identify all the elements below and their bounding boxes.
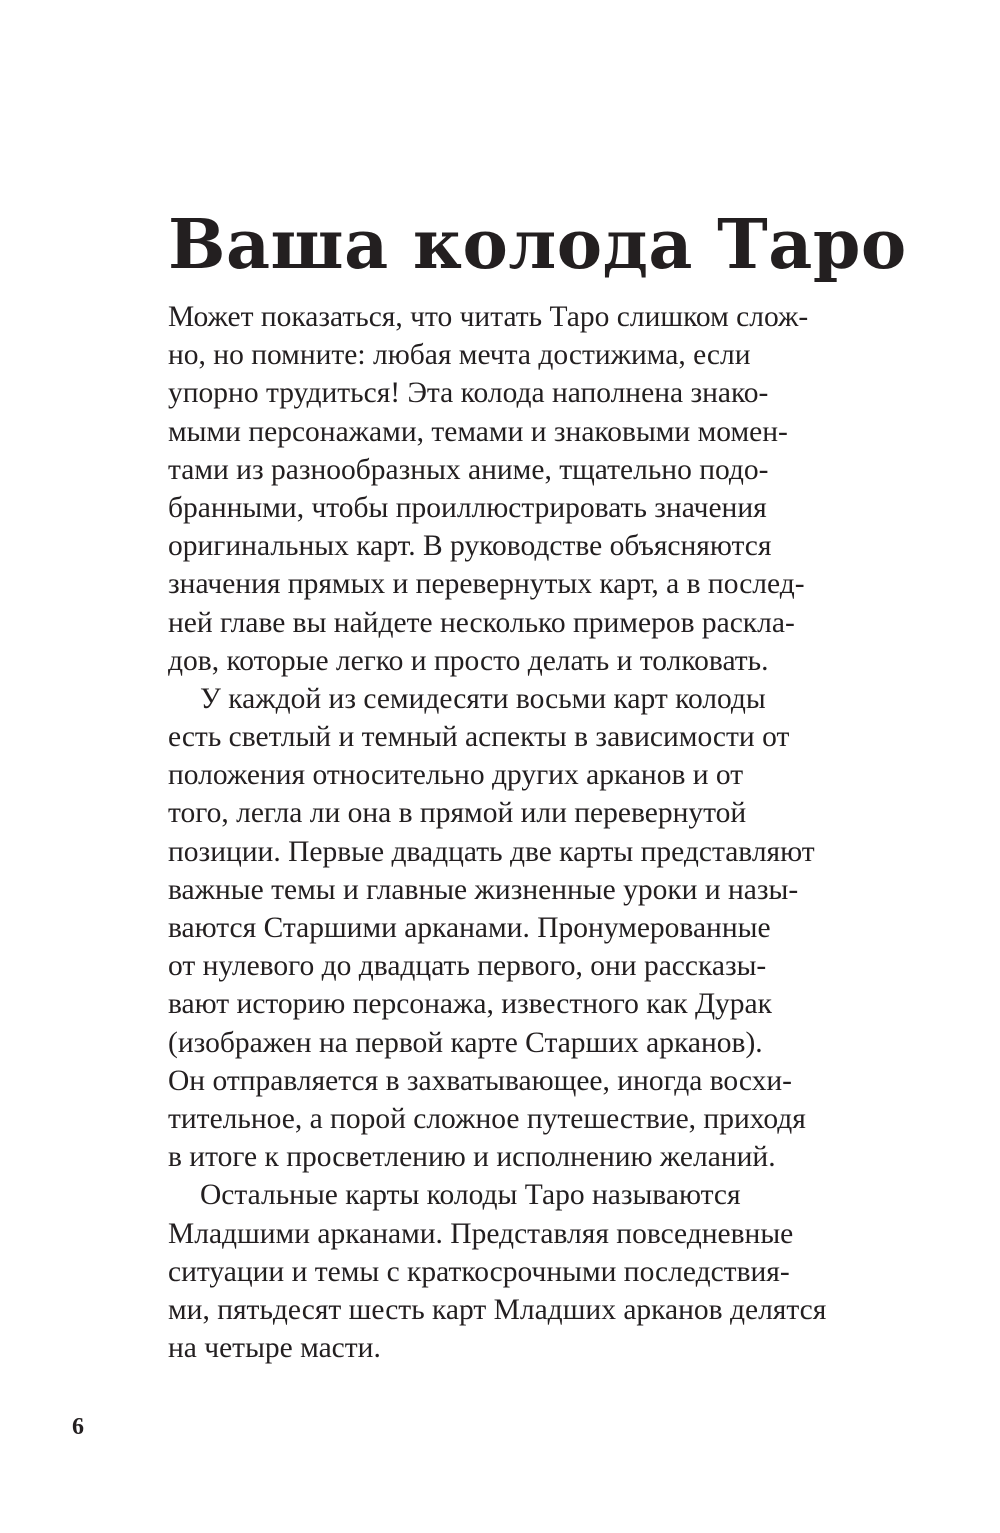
text-line: тами из разнообразных аниме, тщательно подо- — [168, 453, 769, 486]
text-line: дов, которые легко и просто делать и толковать. — [168, 644, 769, 677]
text-line: ваются Старшими арканами. Пронумерованные — [168, 912, 771, 944]
text-line: ми, пятьдесят шесть карт Младших арканов делятся — [168, 1293, 827, 1326]
text-line: бранными, чтобы проиллюстрировать значения — [168, 491, 767, 524]
paragraph-1 — [168, 298, 848, 680]
text-line: есть светлый и темный аспекты в зависимости от — [168, 721, 790, 754]
text-line: У каждой из семидесяти восьми карт колоды — [200, 682, 766, 715]
text-line: вают историю персонажа, известного как Дурак — [168, 988, 772, 1021]
text-line: Он отправляется в захватывающее, иногда восхи- — [168, 1064, 792, 1097]
text-line: ней главе вы найдете несколько примеров раскла- — [168, 606, 795, 639]
text-line: на четыре масти. — [168, 1332, 381, 1365]
text-line: упорно трудиться! Эта колода наполнена знако- — [168, 377, 769, 410]
text-line: положения относительно других арканов и от — [168, 759, 744, 792]
paragraph-2 — [168, 680, 848, 1176]
text-line: того, легла ли она в прямой или перевернутой — [168, 797, 747, 830]
text-line: Может показаться, что читать Таро слишком слож- — [168, 301, 809, 333]
text-line: но, но помните: любая мечта достижима, если — [168, 339, 751, 372]
text-line: Младшими арканами. Представляя повседневные — [168, 1217, 794, 1250]
text-line: в итоге к просветлению и исполнению желаний. — [168, 1141, 776, 1174]
text-line: от нулевого до двадцать первого, они рассказы- — [168, 950, 767, 983]
text-line: (изображен на первой карте Старших арканов). — [168, 1026, 763, 1059]
text-line: значения прямых и перевернутых карт, а в послед- — [168, 568, 805, 601]
text-line: важные темы и главные жизненные уроки и назы- — [168, 873, 799, 906]
text-line: оригинальных карт. В руководстве объясняются — [168, 530, 772, 563]
page-title: Ваша колода Таро — [168, 205, 907, 285]
text-line: мыми персонажами, темами и знаковыми момен- — [168, 415, 788, 448]
text-line: позиции. Первые двадцать две карты представляют — [168, 835, 815, 868]
text-line: Остальные карты колоды Таро называются — [200, 1179, 741, 1212]
text-line: тительное, а порой сложное путешествие, приходя — [168, 1102, 806, 1135]
text-line: ситуации и темы с краткосрочными последствия- — [168, 1255, 790, 1288]
paragraph-3 — [168, 1176, 848, 1367]
body-text — [168, 298, 848, 1367]
page-number: 6 — [72, 1414, 84, 1440]
